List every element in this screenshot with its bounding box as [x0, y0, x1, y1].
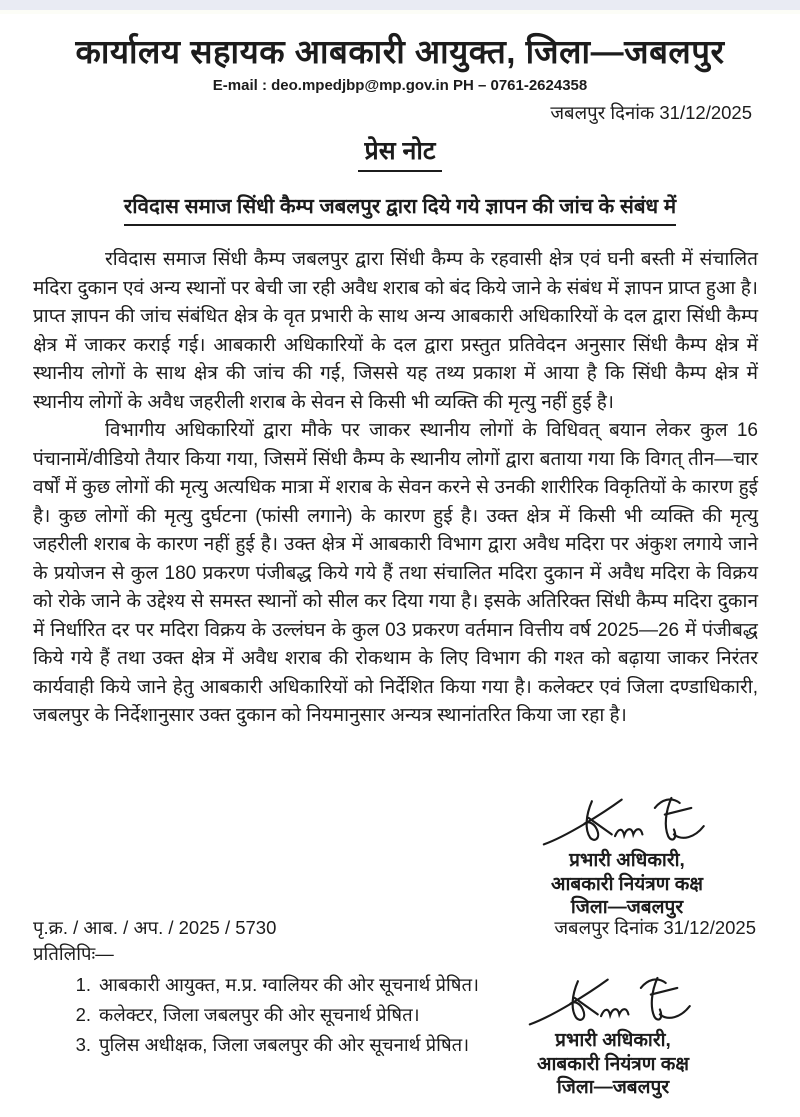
subject-heading: रविदास समाज सिंधी कैम्प जबलपुर द्वारा दिये गये ज्ञापन की जांच के संबंध में: [124, 192, 676, 226]
doc-type-wrap: [0, 133, 800, 172]
copies-heading: प्रतिलिपिः—: [33, 943, 114, 964]
scan-top-strip: [0, 0, 800, 14]
list-item-number: 1.: [75, 974, 91, 995]
list-item-text: आबकारी आयुक्त, म.प्र. ग्वालियर की ओर सूचनार्थ प्रेषित।: [99, 974, 480, 995]
reference-row: [33, 915, 756, 940]
reference-number: पृ.क्र. / आब. / अप. / 2025 / 5730: [33, 917, 277, 938]
reference-date-line: जबलपुर दिनांक 31/12/2025: [554, 917, 756, 938]
subject-wrap: [36, 192, 764, 226]
document-body: [33, 246, 758, 731]
body-paragraph-1: रविदास समाज सिंधी कैम्प जबलपुर द्वारा सिंधी कैम्प के रहवासी क्षेत्र एवं घनी बस्ती में संचालित मदिरा दुकान एवं अन्य स्थानों पर बेची जा रही अवैध शराब को बंद किये जाने के संबंध में ज्ञापन प्राप्त हुआ है। प्राप्त ज्ञापन की जांच संबंधित क्षेत्र के वृत प्रभारी के साथ अन्य आबकारी अधिकारियों के दल द्वारा सिंधी कैम्प क्षेत्र में जाकर कराई गई। आबकारी अधिकारियों के दल द्वारा प्रस्तुत प्रतिवेदन अनुसार सिंधी कैम्प क्षेत्र में स्थानीय लोगों के साथ क्षेत्र की जांच की गई, जिससे यह तथ्य प्रकाश में आया है कि सिंधी कैम्प क्षेत्र में स्थानीय लोगों के अवैध जहरीली शराब के सेवन से किसी भी व्यक्ति की मृत्यु नहीं हुई है।: [33, 249, 758, 413]
office-title: कार्यालय सहायक आबकारी आयुक्त, जिला—जबलपुर: [75, 33, 725, 70]
list-item-number: 2.: [75, 1004, 91, 1025]
signatory-office: आबकारी नियंत्रण कक्ष: [537, 1053, 689, 1075]
list-item-number: 3.: [75, 1034, 91, 1055]
body-paragraph-2: विभागीय अधिकारियों द्वारा मौके पर जाकर स्थानीय लोगों के विधिवत् बयान लेकर कुल 16 पंचानामें/वीडियो तैयार किया गया, जिसमें सिंधी कैम्प के स्थानीय लोगों द्वारा बताया गया कि विगत् तीन—चार वर्षों में कुछ लोगों की मृत्यु अत्यधिक मात्रा में शराब के सेवन करने से उनकी शारीरिक विकृतियों के कारण हुई है। कुछ लोगों की मृत्यु दुर्घटना (फांसी लगाने) के कारण हुई है। उक्त क्षेत्र में किसी भी व्यक्ति की मृत्यु जहरीली शराब के कारण नहीं हुई है। उक्त क्षेत्र में आबकारी विभाग द्वारा अवैध मदिरा पर अंकुश लगाये जाने के प्रयोजन से कुल 180 प्रकरण पंजीबद्ध किये गये हैं तथा संचालित मदिरा दुकान में अवैध मदिरा के विक्रय को रोके जाने के उद्देश्य से समस्त स्थानों को सील कर दिया गया है। इसके अतिरिक्त सिंधी कैम्प मदिरा दुकान में निर्धारित दर पर मदिरा विक्रय के उल्लंघन के कुल 03 प्रकरण वर्तमान वित्तीय वर्ष 2025—26 में पंजीबद्ध किये गये हैं तथा उक्त क्षेत्र में अवैध शराब की रोकथाम के लिए विभाग की गश्त को बढ़ाया जाकर निरंतर कार्यवाही किये जाने हेतु आबकारी अधिकारियों को निर्देशित किया गया है। कलेक्टर एवं जिला दण्डाधिकारी, जबलपुर के निर्देशानुसार उक्त दुकान को नियमानुसार अन्यत्र स्थानांतरित किया जा रहा है।: [33, 420, 758, 726]
signatory-district: जिला—जबलपुर: [556, 1077, 670, 1098]
signatory-title: प्रभारी अधिकारी,: [569, 850, 685, 871]
header-date-line: जबलपुर दिनांक 31/12/2025: [550, 102, 752, 123]
handwritten-signature-icon: [521, 973, 706, 1031]
list-item: [33, 1032, 479, 1057]
signature-block-1: [492, 793, 762, 920]
signatory-office: आबकारी नियंत्रण कक्ष: [551, 873, 703, 895]
contact-line: E-mail : deo.mpedjbp@mp.gov.in PH – 0761-2624358: [212, 77, 588, 94]
signature-block-2: [478, 973, 748, 1100]
list-item: [33, 1002, 479, 1027]
list-item-text: पुलिस अधीक्षक, जिला जबलपुर की ओर सूचनार्थ प्रेषित।: [99, 1034, 470, 1055]
copies-list: [33, 972, 479, 1057]
copies-section: [33, 941, 479, 1057]
list-item: [33, 972, 479, 997]
signatory-district: जिला—जबलपुर: [570, 897, 684, 918]
doc-type-heading: प्रेस नोट: [358, 133, 441, 172]
signatory-title: प्रभारी अधिकारी,: [555, 1030, 671, 1051]
list-item-text: कलेक्टर, जिला जबलपुर की ओर सूचनार्थ प्रेषित।: [99, 1004, 420, 1025]
handwritten-signature-icon: [535, 793, 720, 851]
